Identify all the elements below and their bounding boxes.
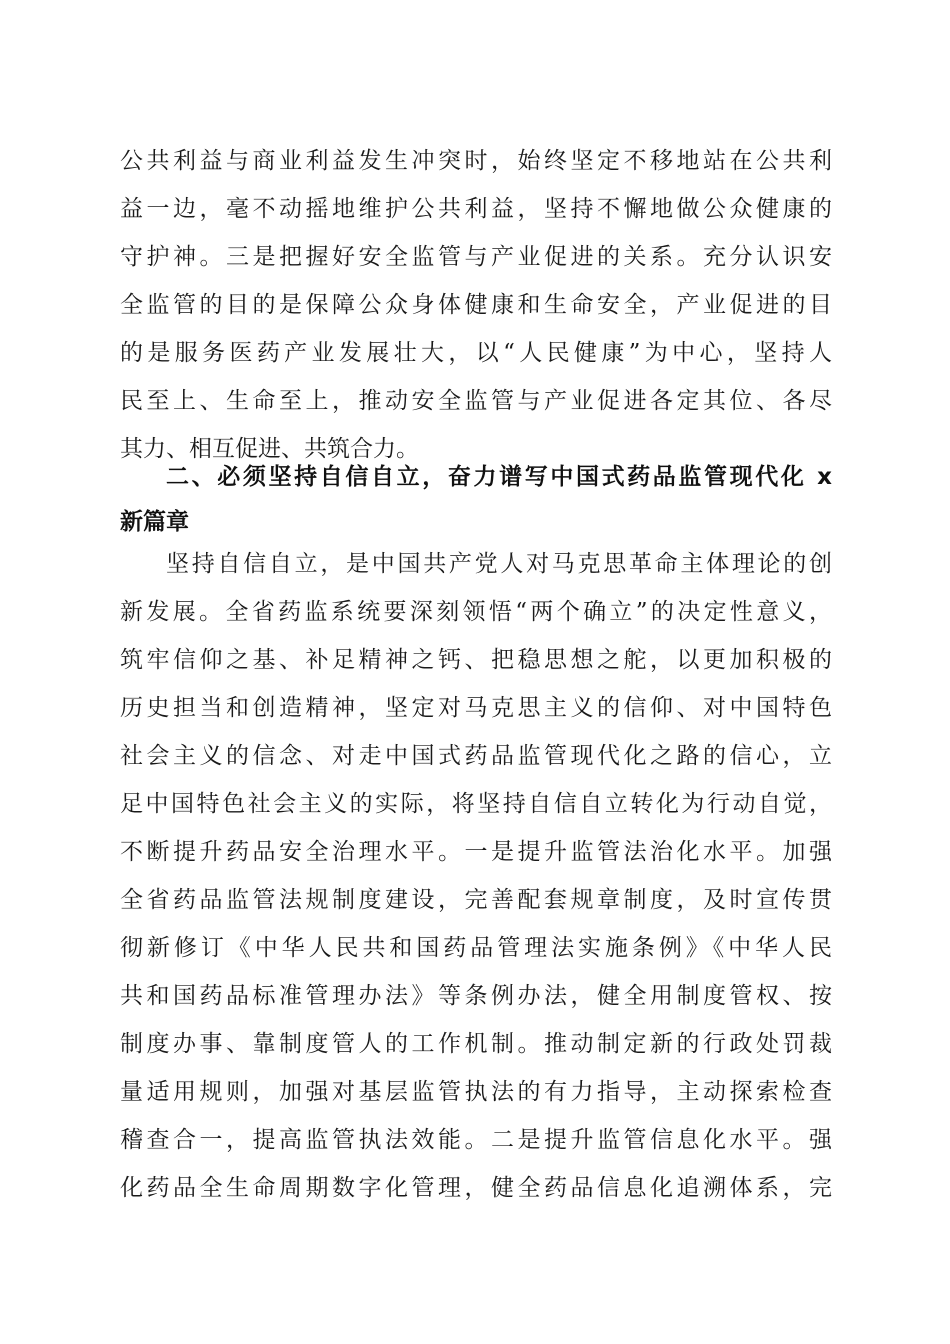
paragraph-line: 足中国特色社会主义的实际，将坚持自信自立转化为行动自觉， [120, 791, 832, 817]
paragraph-line: 全监管的目的是保障公众身体健康和生命安全，产业促进的目 [120, 292, 832, 318]
section-heading-continued: 新篇章 [120, 509, 189, 535]
section-heading: 二、必须坚持自信自立，奋力谱写中国式药品监管现代化 x [166, 464, 832, 490]
paragraph-line: 量适用规则，加强对基层监管执法的有力指导，主动探索检查 [120, 1079, 832, 1105]
paragraph-line: 化药品全生命周期数字化管理，健全药品信息化追溯体系，完 [120, 1175, 832, 1201]
paragraph-line: 彻新修订《中华人民共和国药品管理法实施条例》《中华人民 [120, 935, 832, 961]
paragraph-line: 社会主义的信念、对走中国式药品监管现代化之路的信心，立 [120, 743, 832, 769]
paragraph-line: 守护神。三是把握好安全监管与产业促进的关系。充分认识安 [120, 244, 832, 270]
paragraph-line: 筑牢信仰之基、补足精神之钙、把稳思想之舵，以更加积极的 [120, 647, 832, 673]
paragraph-line: 不断提升药品安全治理水平。一是提升监管法治化水平。加强 [120, 839, 832, 865]
paragraph-line: 共和国药品标准管理办法》等条例办法，健全用制度管权、按 [120, 983, 832, 1009]
paragraph-line: 制度办事、靠制度管人的工作机制。推动制定新的行政处罚裁 [120, 1031, 832, 1057]
paragraph-line: 其力、相互促进、共筑合力。 [120, 436, 419, 462]
paragraph-line: 新发展。全省药监系统要深刻领悟“两个确立”的决定性意义， [120, 599, 832, 625]
paragraph-line: 益一边，毫不动摇地维护公共利益，坚持不懈地做公众健康的 [120, 196, 832, 222]
paragraph-line: 全省药品监管法规制度建设，完善配套规章制度，及时宣传贯 [120, 887, 832, 913]
paragraph-line: 的是服务医药产业发展壮大，以“人民健康”为中心，坚持人 [120, 340, 832, 366]
paragraph-line: 坚持自信自立，是中国共产党人对马克思革命主体理论的创 [166, 551, 832, 577]
paragraph-line: 民至上、生命至上，推动安全监管与产业促进各定其位、各尽 [120, 388, 832, 414]
paragraph-line: 公共利益与商业利益发生冲突时，始终坚定不移地站在公共利 [120, 148, 832, 174]
paragraph-line: 稽查合一，提高监管执法效能。二是提升监管信息化水平。强 [120, 1127, 832, 1153]
paragraph-line: 历史担当和创造精神，坚定对马克思主义的信仰、对中国特色 [120, 695, 832, 721]
